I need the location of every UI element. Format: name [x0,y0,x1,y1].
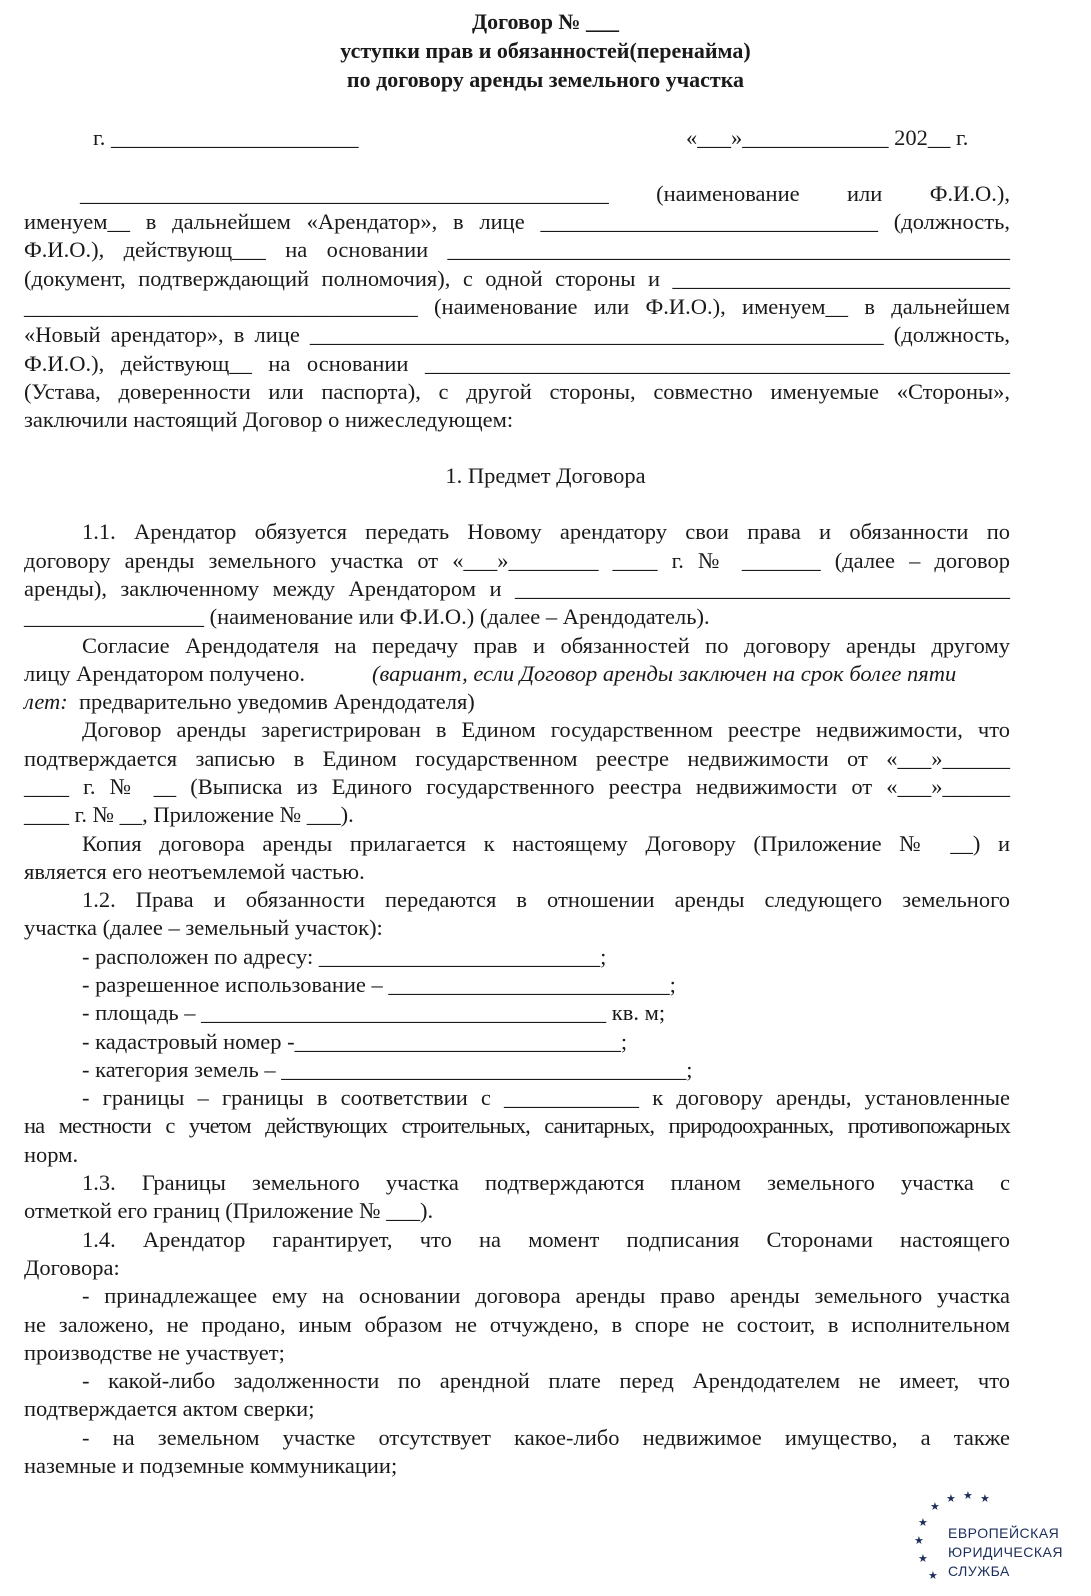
body-line: является его неотъемлемой частью. [24,859,365,884]
body-line: наземные и подземные коммуникации; [24,1453,398,1478]
section-heading: 1. Предмет Договора [445,463,646,488]
list-item: - кадастровый номер -_____________________________; [82,1029,628,1054]
body-line-italic: лет: [24,689,68,714]
body-line: на местности с учетом действующих строительных, санитарных, природоохранных, противопожарных [24,1113,1010,1138]
date-line: «___»_____________ 202__ г. [686,125,969,150]
body-line: 1.3. Границы земельного участка подтверждаются планом земельного участка с [82,1170,1010,1195]
body-line: 1.1. Арендатор обязуется передать Новому арендатору свои права и обязанности по [82,519,1010,544]
body-line: отметкой его границ (Приложение № ___). [24,1198,434,1223]
body-line: 1.2. Права и обязанности передаются в отношении аренды следующего земельного [82,887,1010,912]
list-item: - границы – границы в соответствии с ____________ к договору аренды, установленные [82,1085,1010,1110]
list-item: - площадь – ____________________________________ кв. м; [82,1000,666,1025]
body-line-italic: (вариант, если Договор аренды заключен на срок более пяти [372,661,957,686]
body-line: Согласие Арендодателя на передачу прав и обязанностей по договору аренды другому [82,633,1010,658]
body-line: не заложено, не продано, иным образом не отчуждено, в споре не состоит, в исполнительном [24,1312,1010,1337]
body-line: подтверждается записью в Едином государственном реестре недвижимости от «___»______ [24,746,1010,771]
parties-line: заключили настоящий Договор о нижеследующем: [24,407,514,432]
logo-line2: ЮРИДИЧЕСКАЯ [948,1544,1063,1560]
parties-line: именуем__ в дальнейшем «Арендатор», в лице ______________________________ (должность, [24,209,1010,234]
parties-line: (Устава, доверенности или паспорта), с другой стороны, совместно именуемые «Стороны», [24,379,1010,404]
body-line: участка (далее – земельный участок): [24,915,383,940]
list-item: - принадлежащее ему на основании договора аренды право аренды земельного участка [82,1283,1010,1308]
body-line: подтверждается актом сверки; [24,1396,315,1421]
body-line: предварительно уведомив Арендодателя) [79,689,475,714]
parties-line: «Новый арендатор», в лице ___________________________________________________ (должность, [24,322,1010,347]
doc-title-line1: Договор № ___ [471,9,620,34]
list-item: - разрешенное использование – _________________________; [82,972,676,997]
parties-line: _______________________________________________ (наименование или Ф.И.О.), [80,181,1010,206]
body-line: ____ г. № __ (Выписка из Единого государственного реестра недвижимости от «___»______ [24,774,1010,799]
svg-text:★: ★ [914,1535,924,1547]
list-item: - категория земель – ____________________________________; [82,1057,693,1082]
body-line: Договор аренды зарегистрирован в Едином государственном реестре недвижимости, что [82,717,1010,742]
body-line: 1.4. Арендатор гарантирует, что на момент подписания Сторонами настоящего [82,1227,1010,1252]
list-item: - какой-либо задолженности по арендной плате перед Арендодателем не имеет, что [82,1368,1010,1393]
body-line: Договора: [24,1255,120,1280]
parties-line: Ф.И.О.), действующ___ на основании __________________________________________________ [24,237,1010,262]
logo-line1: ЕВРОПЕЙСКАЯ [948,1525,1060,1541]
svg-text:★: ★ [963,1490,973,1502]
doc-title-line3: по договору аренды земельного участка [346,67,745,92]
body-line: норм. [24,1142,79,1167]
parties-line: ___________________________________ (наименование или Ф.И.О.), именуем__ в дальнейшем [24,294,1010,319]
body-line: ____ г. № __, Приложение № ___). [24,802,354,827]
body-line: договору аренды земельного участка от «___»________ ____ г. № _______ (далее – договор [24,548,1010,573]
logo-text [948,1524,1088,1581]
logo-line3: СЛУЖБА [948,1563,1010,1579]
svg-text:★: ★ [946,1493,956,1505]
svg-text:★: ★ [918,1553,928,1565]
svg-text:★: ★ [980,1493,990,1505]
doc-title-line2: уступки прав и обязанностей(перенайма) [340,38,751,63]
body-line: лицу Арендатором получено. [24,661,305,686]
body-line: аренды), заключенному между Арендатором и ____________________________________________ [24,576,1010,601]
svg-text:★: ★ [918,1517,928,1529]
svg-text:★: ★ [928,1570,938,1582]
body-line: Копия договора аренды прилагается к настоящему Договору (Приложение № __) и [82,831,1010,856]
parties-line: Ф.И.О.), действующ__ на основании ____________________________________________________ [24,351,1010,376]
list-item: - на земельном участке отсутствует какое-либо недвижимое имущество, а также [82,1425,1010,1450]
body-line: ________________ (наименование или Ф.И.О.) (далее – Арендодатель). [24,604,710,629]
list-item: - расположен по адресу: _________________________; [82,944,607,969]
svg-text:★: ★ [930,1501,940,1513]
body-line: производстве не участвует; [24,1340,285,1365]
parties-line: (документ, подтверждающий полномочия), с одной стороны и ______________________________ [24,266,1010,291]
place-line: г. ______________________ [93,125,359,150]
